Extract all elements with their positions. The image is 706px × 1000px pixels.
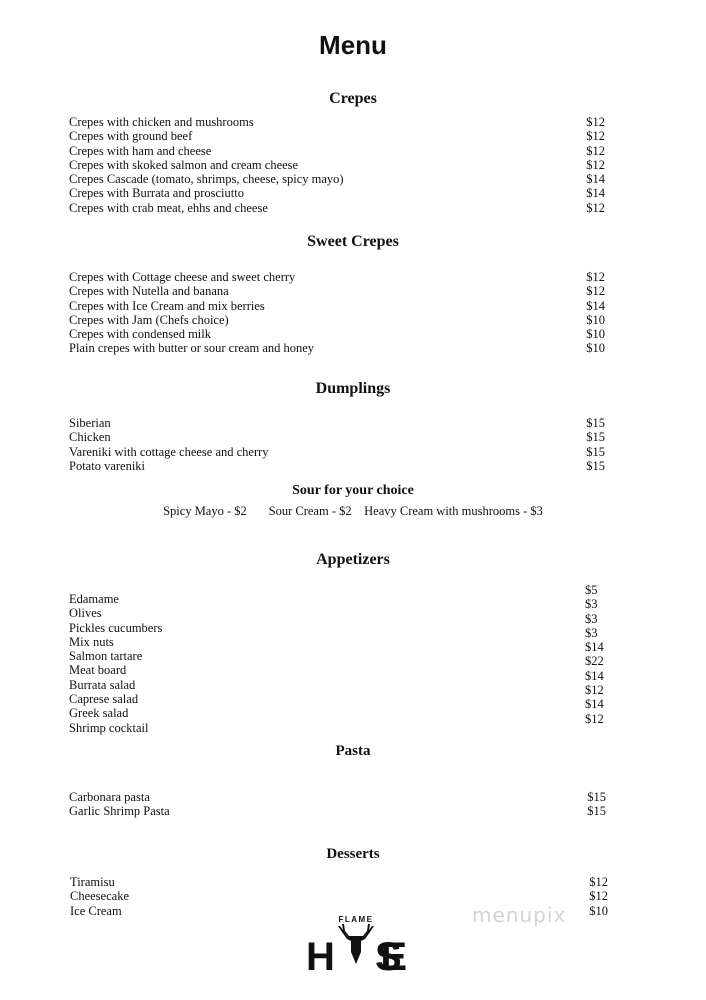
- item-price: $12: [589, 875, 608, 889]
- item-price: $12: [585, 711, 604, 726]
- item-price: $12: [585, 683, 604, 698]
- item-price: $12: [586, 129, 605, 144]
- item-name: Vareniki with cottage cheese and cherry: [69, 444, 269, 459]
- item-name: Olives: [69, 606, 102, 621]
- item-price: $12: [586, 270, 605, 284]
- item-name: Crepes with Jam (Chefs choice): [69, 312, 229, 327]
- item-name: Crepes with Nutella and banana: [69, 284, 229, 299]
- crepes-list: [69, 115, 605, 215]
- item-price: $14: [586, 172, 605, 187]
- menu-item: [69, 270, 605, 284]
- item-name: Caprese salad: [69, 692, 139, 707]
- section-heading-desserts: Desserts: [326, 846, 380, 862]
- item-price: $14: [585, 640, 604, 655]
- menu-item: [69, 416, 605, 430]
- item-name: Carbonara pasta: [69, 790, 150, 804]
- item-price: $10: [589, 903, 608, 918]
- menu-item: [69, 115, 605, 129]
- logo-top-word: FLAME: [338, 915, 374, 924]
- item-price: $15: [586, 444, 605, 459]
- item-name: Crepes with Ice Cream and mix berries: [69, 298, 265, 313]
- menu-item: [69, 129, 605, 143]
- menu-item: [69, 327, 605, 341]
- item-name: Plain crepes with butter or sour cream and honey: [69, 341, 315, 356]
- section-heading-dumplings: Dumplings: [315, 380, 391, 397]
- item-name: Pickles cucumbers: [69, 620, 163, 635]
- item-price: $12: [586, 284, 605, 299]
- menu-item: [69, 144, 605, 158]
- menu-item: [69, 790, 606, 804]
- menu-item: [69, 172, 605, 186]
- item-name: Salmon tartare: [69, 649, 143, 664]
- item-name: Crepes with condensed milk: [69, 327, 211, 342]
- item-price: $3: [585, 611, 598, 626]
- appetizer-prices: [585, 583, 604, 726]
- menu-item: [69, 313, 605, 327]
- item-name: Crepes with chicken and mushrooms: [69, 115, 254, 129]
- item-price: $12: [586, 157, 605, 172]
- menu-item: [69, 158, 605, 172]
- menu-item: [69, 445, 605, 459]
- item-price: $15: [587, 790, 606, 804]
- flame-house-logo: [304, 912, 408, 976]
- sweet-crepes-list: [69, 270, 605, 356]
- menu-item: [70, 889, 608, 903]
- menu-item: [70, 875, 608, 889]
- item-price: $22: [585, 654, 604, 669]
- item-price: $12: [589, 889, 608, 904]
- item-price: $5: [585, 583, 598, 597]
- item-price: $3: [585, 597, 598, 612]
- item-name: Mix nuts: [69, 634, 114, 649]
- item-price: $14: [585, 668, 604, 683]
- section-heading-crepes: Crepes: [329, 90, 377, 107]
- deer-head-icon: [338, 924, 374, 964]
- item-name: Greek salad: [69, 706, 129, 721]
- item-name: Meat board: [69, 663, 127, 678]
- menu-item: [69, 459, 605, 473]
- page-title: Menu: [319, 30, 387, 60]
- item-price: $12: [586, 115, 605, 129]
- item-name: Cheesecake: [70, 889, 129, 904]
- item-price: $3: [585, 625, 598, 640]
- menu-item: [69, 804, 606, 818]
- item-name: Crepes with ground beef: [69, 129, 193, 144]
- item-name: Crepes with skoked salmon and cream cheese: [69, 157, 299, 172]
- menu-item: [69, 299, 605, 313]
- item-name: Siberian: [69, 416, 111, 430]
- item-name: Crepes with Cottage cheese and sweet cherry: [69, 270, 296, 284]
- item-name: Burrata salad: [69, 677, 136, 692]
- section-heading-sweet-crepes: Sweet Crepes: [307, 233, 399, 250]
- sour-options: Spicy Mayo - $2 Sour Cream - $2 Heavy Cream with mushrooms - $3: [163, 504, 543, 518]
- item-price: $14: [586, 298, 605, 313]
- pasta-list: [69, 790, 606, 819]
- logo-letters-se: SE: [375, 935, 407, 976]
- item-price: $10: [586, 312, 605, 327]
- menu-item: [69, 284, 605, 298]
- sour-heading: Sour for your choice: [292, 483, 414, 498]
- menu-item: [69, 201, 605, 215]
- item-name: Tiramisu: [70, 875, 115, 889]
- menupix-watermark: menupix: [472, 903, 567, 927]
- item-price: $15: [586, 458, 605, 473]
- logo-letter-h: H: [306, 935, 335, 976]
- item-price: $10: [586, 341, 605, 356]
- section-heading-appetizers: Appetizers: [316, 551, 390, 568]
- menu-item: [69, 341, 605, 355]
- item-name: Potato vareniki: [69, 458, 146, 473]
- item-price: $14: [585, 697, 604, 712]
- item-price: $14: [586, 186, 605, 201]
- item-name: Crepes with crab meat, ehhs and cheese: [69, 200, 268, 215]
- item-name: Chicken: [69, 430, 111, 445]
- item-name: Shrimp cocktail: [69, 720, 149, 735]
- appetizer-names: [69, 592, 162, 735]
- section-heading-pasta: Pasta: [335, 743, 371, 759]
- item-price: $15: [587, 804, 606, 819]
- item-name: Ice Cream: [70, 903, 122, 918]
- menu-item: [69, 430, 605, 444]
- item-name: Crepes Cascade (tomato, shrimps, cheese, spicy mayo): [69, 172, 344, 187]
- item-price: $12: [586, 200, 605, 215]
- item-price: $12: [586, 143, 605, 158]
- item-name: Crepes with Burrata and prosciutto: [69, 186, 244, 201]
- item-price: $15: [586, 416, 605, 430]
- item-name: Crepes with ham and cheese: [69, 143, 212, 158]
- item-name: Edamame: [69, 592, 119, 606]
- item-price: $15: [586, 430, 605, 445]
- item-price: $10: [586, 327, 605, 342]
- item-name: Garlic Shrimp Pasta: [69, 804, 170, 819]
- menu-item: [69, 186, 605, 200]
- dumplings-list: [69, 416, 605, 473]
